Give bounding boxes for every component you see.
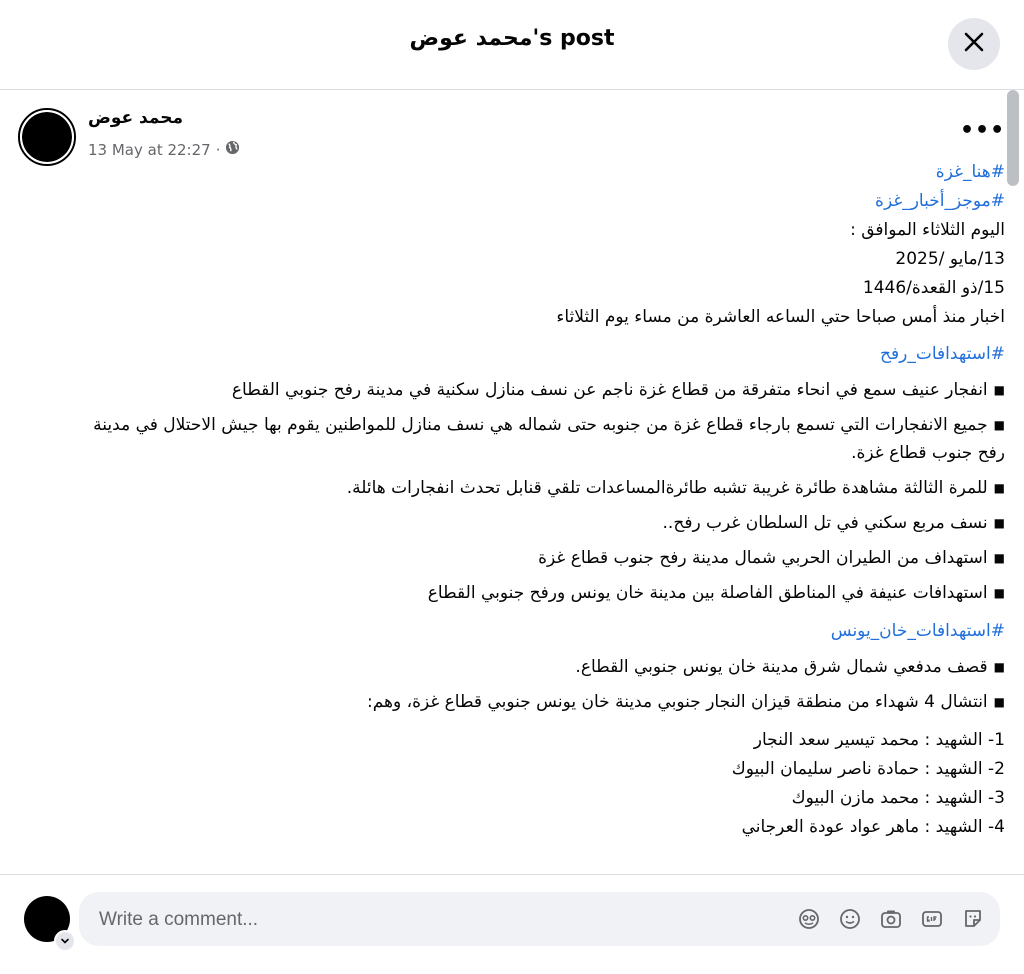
author-name[interactable]: محمد عوض xyxy=(88,108,184,128)
more-options-button[interactable]: ••• xyxy=(960,118,1006,143)
post-text-line: 15/ذو القعدة/1446 xyxy=(862,278,1005,298)
list-item-text: للمرة الثالثة مشاهدة طائرة غريبة تشبه طائرةالمساعدات تلقي قنابل تحدث انفجارات هائلة. xyxy=(346,478,988,498)
list-item xyxy=(70,688,1005,716)
gif-icon[interactable] xyxy=(919,906,945,932)
hashtag-link[interactable]: #هنا_غزة xyxy=(935,162,1005,182)
martyr-line: 4- الشهيد : ماهر عواد عودة العرجاني xyxy=(741,817,1005,837)
post-text-line: اليوم الثلاثاء الموافق : xyxy=(850,220,1005,240)
meta-separator: · xyxy=(215,140,221,159)
list-item-text: قصف مدفعي شمال شرق مدينة خان يونس جنوبي القطاع. xyxy=(575,657,988,677)
avatar-chevron-icon[interactable] xyxy=(54,930,76,952)
list-item xyxy=(70,579,1005,607)
list-item-text: جميع الانفجارات التي تسمع بارجاء قطاع غزة من جنوبه حتى شماله هي نسف منازل للمواطنين يقوم بها جيش الاحتلال في مدينة رفح جنوب قطاع غزة. xyxy=(93,415,1005,463)
bullet-icon: ■ xyxy=(993,383,1005,397)
emoji-icon[interactable] xyxy=(837,906,863,932)
bullet-icon: ■ xyxy=(993,586,1005,600)
list-item xyxy=(70,376,1005,404)
sticker-icon[interactable] xyxy=(960,906,986,932)
dialog-title: s post'محمد عوض xyxy=(409,26,615,51)
post-text-line: 13/مايو /2025 xyxy=(895,249,1005,269)
list-item xyxy=(70,509,1005,537)
hashtag-link[interactable]: #استهدافات_رفح xyxy=(880,344,1005,364)
dialog-header xyxy=(0,0,1024,90)
close-icon xyxy=(963,31,985,57)
list-item-text: انفجار عنيف سمع في انحاء متفرقة من قطاع غزة ناجم عن نسف منازل سكنية في مدينة رفح جنوبي القطاع xyxy=(231,380,988,400)
bullet-icon: ■ xyxy=(993,551,1005,565)
post-meta xyxy=(88,140,240,159)
comment-box xyxy=(79,892,1000,946)
list-item xyxy=(70,474,1005,502)
list-item-text: استهداف من الطيران الحربي شمال مدينة رفح جنوب قطاع غزة xyxy=(538,548,988,568)
list-item xyxy=(70,653,1005,681)
post-body xyxy=(70,158,1005,842)
list-item-text: استهدافات عنيفة في المناطق الفاصلة بين مدينة خان يونس ورفح جنوبي القطاع xyxy=(427,583,988,603)
camera-icon[interactable] xyxy=(878,906,904,932)
bullet-icon: ■ xyxy=(993,695,1005,709)
post-text-line: اخبار منذ أمس صباحا حتي الساعه العاشرة من مساء يوم الثلاثاء xyxy=(556,307,1005,327)
bullet-icon: ■ xyxy=(993,418,1005,432)
list-item-text: نسف مربع سكني في تل السلطان غرب رفح.. xyxy=(662,513,988,533)
martyr-line: 2- الشهيد : حمادة ناصر سليمان البيوك xyxy=(731,759,1005,779)
scrollbar-thumb[interactable] xyxy=(1007,90,1019,186)
avatar-sticker-icon[interactable] xyxy=(796,906,822,932)
list-item-text: انتشال 4 شهداء من منطقة قيزان النجار جنوبي مدينة خان يونس جنوبي قطاع غزة، وهم: xyxy=(366,692,988,712)
hashtag-link[interactable]: #استهدافات_خان_يونس xyxy=(830,621,1005,641)
bullet-icon: ■ xyxy=(993,516,1005,530)
avatar-ring xyxy=(20,110,74,164)
bullet-icon: ■ xyxy=(993,660,1005,674)
bullet-icon: ■ xyxy=(993,481,1005,495)
globe-icon xyxy=(225,140,240,159)
list-item xyxy=(70,411,1005,467)
comment-input[interactable] xyxy=(97,892,781,948)
post-timestamp[interactable]: 13 May at 22:27 xyxy=(88,140,211,159)
close-button[interactable] xyxy=(948,18,1000,70)
list-item xyxy=(70,544,1005,572)
martyr-line: 1- الشهيد : محمد تيسير سعد النجار xyxy=(753,730,1005,750)
hashtag-link[interactable]: #موجز_أخبار_غزة xyxy=(875,191,1005,211)
martyr-line: 3- الشهيد : محمد مازن البيوك xyxy=(791,788,1005,808)
